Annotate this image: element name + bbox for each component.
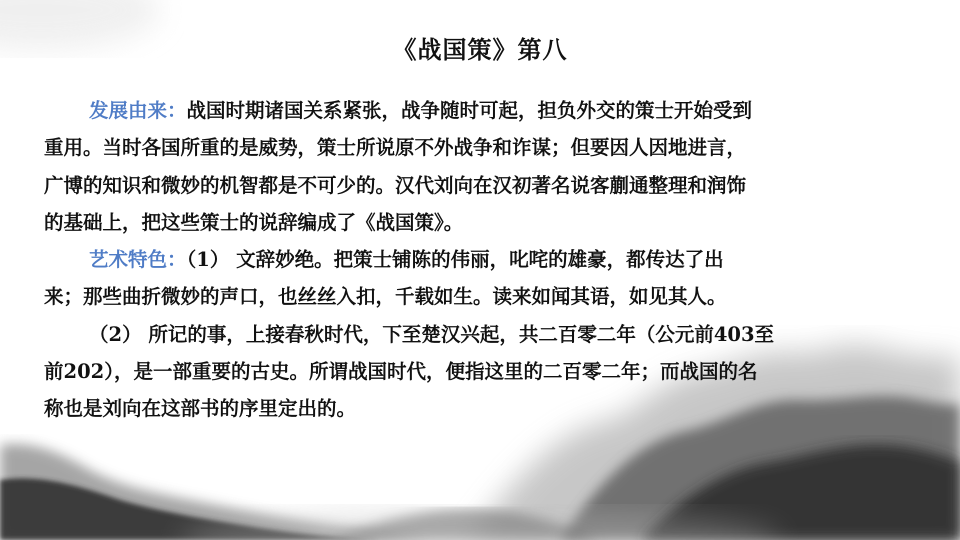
origin-line-1	[44, 92, 924, 129]
art-point1-line-2: 来；那些曲折微妙的声口，也丝丝入扣，千载如生。读来如闻其语，如见其人。	[44, 285, 727, 309]
art-point1-text-1: （1） 文辞妙绝。把策士铺陈的伟丽，叱咤的雄豪，都传达了出	[186, 248, 724, 272]
art-point2-line-2: 前202），是一部重要的古史。所谓战国时代，便指这里的二百零二年；而战国的名	[44, 360, 758, 384]
origin-line-4: 的基础上，把这些策士的说辞编成了《战国策》。	[44, 210, 464, 234]
page-title: 《战国策》第八	[392, 35, 568, 64]
origin-text-1: 战国时期诸国关系紧张，战争随时可起，担负外交的策士开始受到	[186, 99, 753, 122]
art-point2-line-3: 称也是刘向在这部书的序里定出的。	[44, 397, 357, 421]
origin-line-2: 重用。当时各国所重的是威势，策士所说原不外战争和诈谋；但要因人因地进言，	[44, 136, 747, 160]
origin-label: 发展由来：	[89, 99, 187, 122]
art-label: 艺术特色：	[89, 248, 187, 272]
origin-line-3: 广博的知识和微妙的机智都是不可少的。汉代刘向在汉初著名说客蒯通整理和润饰	[44, 173, 747, 197]
art-point2-line-1: （2） 所记的事，上接春秋时代，下至楚汉兴起，共二百零二年（公元前403至	[89, 322, 775, 346]
art-line-1	[44, 241, 924, 278]
body-text	[44, 92, 924, 428]
